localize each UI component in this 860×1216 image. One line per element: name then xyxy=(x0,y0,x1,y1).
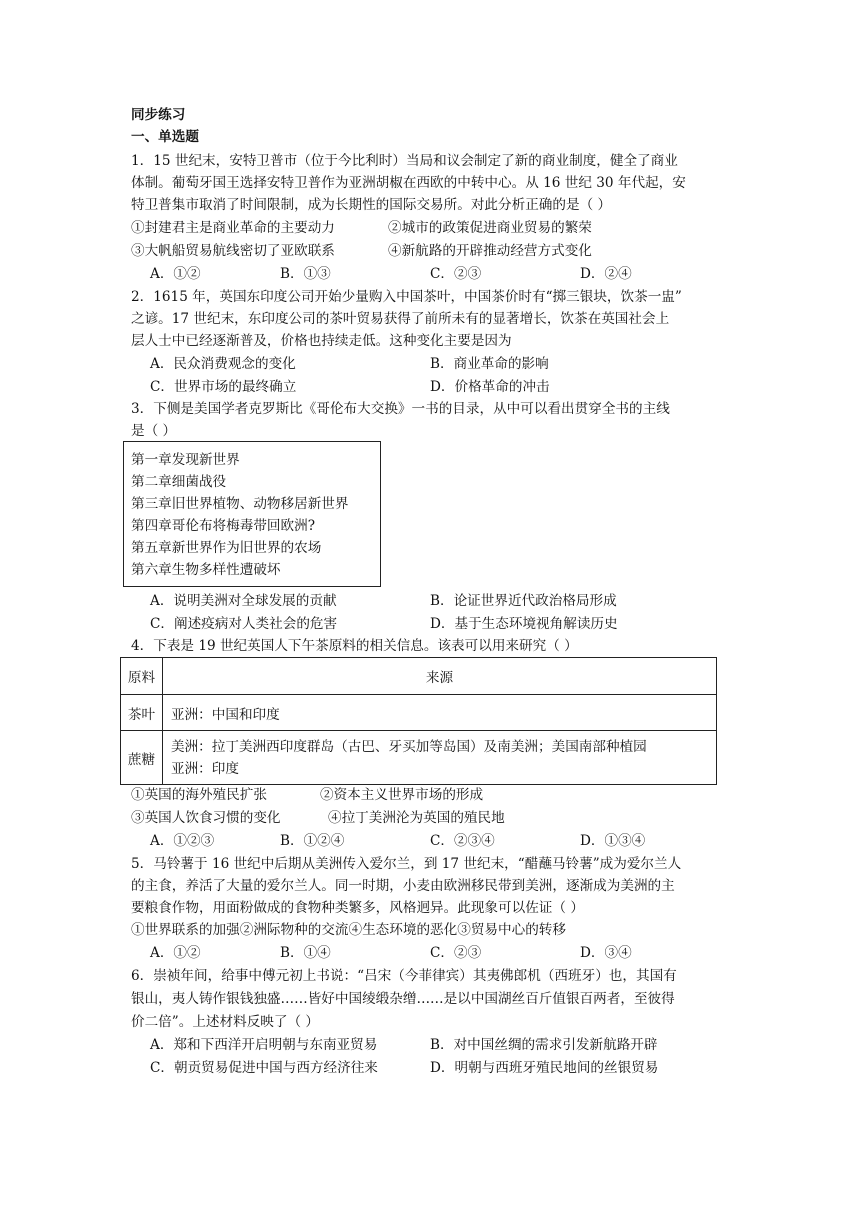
statement: ②资本主义世界市场的形成 xyxy=(320,787,484,803)
option-c[interactable]: C．阐述疫病对人类社会的危害 xyxy=(150,616,338,632)
option-c[interactable]: C．朝贡贸易促进中国与西方经济往来 xyxy=(150,1060,378,1076)
question-text: 要粮食作物，用面粉做成的食物种类繁多，风格迥异。此现象可以佐证（ ） xyxy=(131,900,584,916)
option-b[interactable]: B．①②④ xyxy=(280,833,345,849)
option-d[interactable]: D．①③④ xyxy=(580,833,646,849)
option-d[interactable]: D．价格革命的冲击 xyxy=(430,379,550,395)
option-b[interactable]: B．论证世界近代政治格局形成 xyxy=(430,593,617,609)
table-cell xyxy=(163,731,717,785)
question-text: 价二倍”。上述材料反映了（ ） xyxy=(131,1014,319,1030)
option-a[interactable]: A．①②③ xyxy=(150,833,215,849)
option-a[interactable]: A．郑和下西洋开启明朝与东南亚贸易 xyxy=(150,1037,378,1053)
question-text: 之谚。17 世纪末，东印度公司的茶叶贸易获得了前所未有的显著增长，饮茶在英国社会上 xyxy=(131,311,670,327)
toc-entry: 第六章生物多样性遭破坏 xyxy=(131,562,281,578)
table-header-row xyxy=(121,658,717,695)
section-title: 一、单选题 xyxy=(131,129,199,145)
option-b[interactable]: B．商业革命的影响 xyxy=(430,356,549,372)
toc-entry: 第二章细菌战役 xyxy=(131,474,227,490)
question-text: 层人士中已经逐渐普及，价格也持续走低。这种变化主要是因为 xyxy=(131,333,512,349)
option-a[interactable]: A．①② xyxy=(150,266,201,282)
option-a[interactable]: A．民众消费观念的变化 xyxy=(150,356,296,372)
page-heading: 同步练习 xyxy=(131,107,186,123)
question-text: 是（ ） xyxy=(131,423,177,439)
statement: ②城市的政策促进商业贸易的繁荣 xyxy=(388,220,592,236)
option-b[interactable]: B．①④ xyxy=(280,945,331,961)
option-d[interactable]: D．明朝与西班牙殖民地间的丝银贸易 xyxy=(430,1060,659,1076)
question-text: 的主食，养活了大量的爱尔兰人。同一时期，小麦由欧洲移民带到美洲，逐渐成为美洲的主 xyxy=(131,878,675,894)
toc-entry: 第一章发现新世界 xyxy=(131,452,240,468)
source-table xyxy=(120,657,717,785)
option-c[interactable]: C．②③④ xyxy=(430,833,495,849)
statement: ④新航路的开辟推动经营方式变化 xyxy=(388,243,592,259)
question-text: 2．1615 年，英国东印度公司开始少量购入中国茶叶，中国茶价时有“掷三银块，饮茶一盅” xyxy=(131,289,682,305)
option-a[interactable]: A．说明美洲对全球发展的贡献 xyxy=(150,593,337,609)
option-c[interactable]: C．②③ xyxy=(430,945,482,961)
statement: ③英国人饮食习惯的变化 xyxy=(131,810,281,826)
table-header: 来源 xyxy=(163,658,717,695)
table-row xyxy=(121,731,717,785)
statement: ④拉丁美洲沦为英国的殖民地 xyxy=(328,810,505,826)
option-c[interactable]: C．世界市场的最终确立 xyxy=(150,379,297,395)
statement: ①封建君主是商业革命的主要动力 xyxy=(131,220,335,236)
table-of-contents-box xyxy=(123,441,381,587)
question-text: 体制。葡萄牙国王选择安特卫普作为亚洲胡椒在西欧的中转中心。从 16 世纪 30 年代起，安 xyxy=(131,175,686,191)
question-text: 3．下侧是美国学者克罗斯比《哥伦布大交换》一书的目录，从中可以看出贯穿全书的主线 xyxy=(131,401,670,417)
option-b[interactable]: B．①③ xyxy=(280,266,331,282)
question-text: 5．马铃薯于 16 世纪中后期从美洲传入爱尔兰，到 17 世纪末，“醋蘸马铃薯”成为爱尔兰人 xyxy=(131,856,682,872)
option-a[interactable]: A．①② xyxy=(150,945,201,961)
statement: ③大帆船贸易航线密切了亚欧联系 xyxy=(131,243,335,259)
option-b[interactable]: B．对中国丝绸的需求引发新航路开辟 xyxy=(430,1037,658,1053)
question-text: 4．下表是 19 世纪英国人下午茶原料的相关信息。该表可以用来研究（ ） xyxy=(131,638,578,654)
question-text: 6．崇祯年间，给事中傅元初上书说：“吕宋（今菲律宾）其夷佛郎机（西班牙）也，其国有 xyxy=(131,968,677,984)
toc-entry: 第四章哥伦布将梅毒带回欧洲? xyxy=(131,518,316,534)
statement: ①世界联系的加强②洲际物种的交流④生态环境的恶化③贸易中心的转移 xyxy=(131,922,566,938)
table-cell: 茶叶 xyxy=(121,695,163,731)
question-text: 特卫普集市取消了时间限制，成为长期性的国际交易所。对此分析正确的是（ ） xyxy=(131,197,612,213)
option-c[interactable]: C．②③ xyxy=(430,266,482,282)
table-cell: 亚洲：中国和印度 xyxy=(163,695,717,731)
question-text: 银山，夷人铸作银钱独盛……皆好中国绫缎杂缯……是以中国湖丝百斤值银百两者，至彼得 xyxy=(131,991,675,1007)
table-cell-line: 亚洲：印度 xyxy=(171,760,239,777)
statement: ①英国的海外殖民扩张 xyxy=(131,787,267,803)
table-cell: 蔗糖 xyxy=(121,731,163,785)
option-d[interactable]: D．②④ xyxy=(580,266,632,282)
toc-entry: 第三章旧世界植物、动物移居新世界 xyxy=(131,496,349,512)
table-cell-line: 美洲：拉丁美洲西印度群岛（古巴、牙买加等岛国）及南美洲；美国南部种植园 xyxy=(171,738,647,755)
option-d[interactable]: D．基于生态环境视角解读历史 xyxy=(430,616,618,632)
table-header: 原料 xyxy=(121,658,163,695)
toc-entry: 第五章新世界作为旧世界的农场 xyxy=(131,540,322,556)
table-row xyxy=(121,695,717,731)
question-text: 1．15 世纪末，安特卫普市（位于今比利时）当局和议会制定了新的商业制度，健全了商业 xyxy=(131,153,678,169)
option-d[interactable]: D．③④ xyxy=(580,945,632,961)
